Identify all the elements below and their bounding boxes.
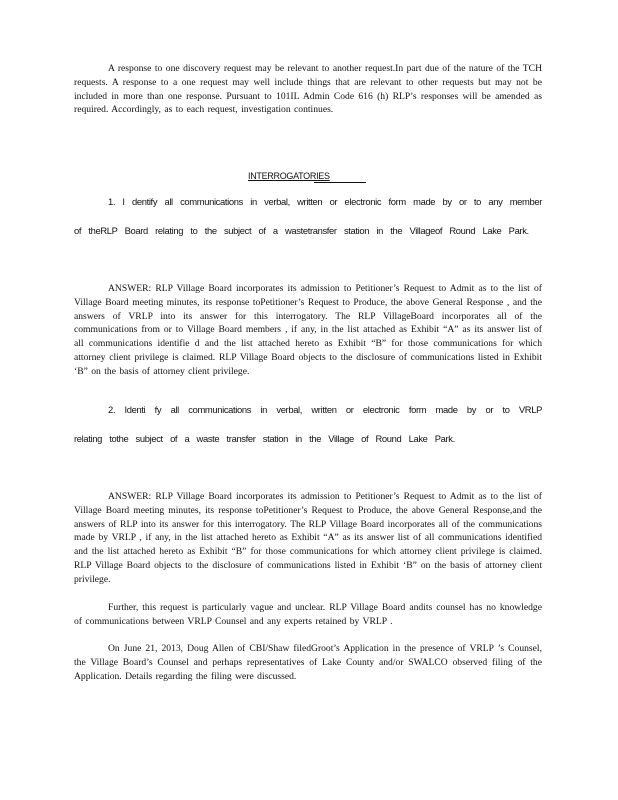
section-heading: INTERROGATORIES xyxy=(248,171,366,181)
interrogatory-1: 1. I dentify all communications in verbal, written or electronic form made by or to any member of theRLP Board relating to the subject of a wastetransfer station in the Villageof Round Lake Park. xyxy=(74,196,542,236)
answer-2: ANSWER: RLP Village Board incorporates its admission to Petitioner’s Request to Admit as to the list of Village Board meeting minutes, its response toPetitioner’s Request to Produce, the above General Response,and the answers of RLP into its answer for this interrogatory. The RLP Village Board incorporates all of the communications made by VRLP , if any, in the list attached hereto as Exhibit “A” as its answer list of all communications identified and the list attached hereto as Exhibit “B” for those communications for which attorney client privilege is claimed. RLP Village Board objects to the disclosure of communications listed in Exhibit ‘B” on the basis of attorney client privilege. xyxy=(74,491,542,585)
answer-2-further-paragraph: Further, this request is particularly vague and unclear. RLP Village Board andits counsel has no knowledge of communications between VRLP Counsel and any experts retained by VRLP . xyxy=(74,602,542,627)
answer-1: ANSWER: RLP Village Board incorporates its admission to Petitioner’s Request to Admit as to the list of Village Board meeting minutes, its response toPetitioner’s Request to Produce, the above General Response , and the answers of VRLP into its answer for this interrogatory. The RLP VillageBoard incorporates all of the communications from or to Village Board members , if any, in the list attached as Exhibit “A” as its answer list of all communications identifie d and the list attached hereto as Exhibit “B” for those communications for which attorney client privilege is claimed. RLP Village Board objects to the disclosure of communications listed in Exhibit ‘B” on the basis of attorney client privilege. xyxy=(74,283,542,377)
intro-paragraph: A response to one discovery request may be relevant to another request.In part due of the nature of the TCH requests. A response to a one request may well include things that are relevant to other requests but may not be included in more than one response. Pursuant to 101IL Admin Code 616 (h) RLP’s responses will be amended as required. Accordingly, as to each request, investigation continues. xyxy=(74,63,542,116)
interrogatory-2: 2. Identi fy all communications in verbal, written or electronic form made by or to VRLP relating tothe subject of a waste transfer station in the Village of Round Lake Park. xyxy=(74,404,542,444)
answer-2-june-paragraph: On June 21, 2013, Doug Allen of CBI/Shaw filedGroot’s Application in the presence of VRLP ’s Counsel, the Village Board’s Counsel and perhaps representatives of Lake County and/or SWALCO observed filing of the Application. Details regarding the filing were discussed. xyxy=(74,643,542,682)
